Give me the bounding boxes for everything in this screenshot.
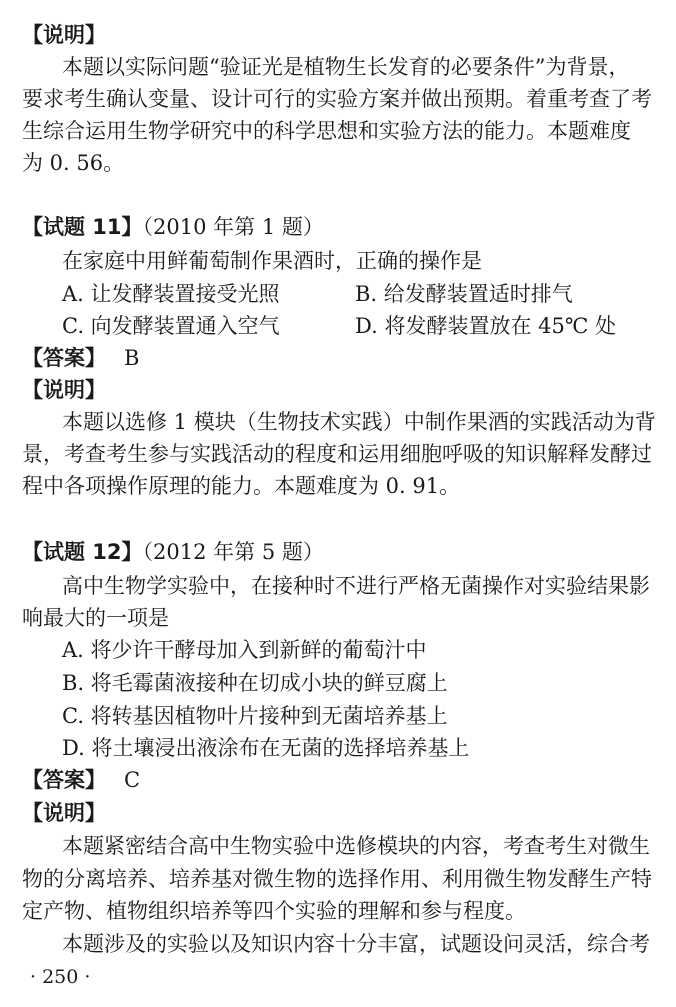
question-11-header <box>22 212 324 242</box>
question-stem: 响最大的一项是 <box>22 606 169 630</box>
paragraph-line: 本题以选修 1 模块（生物技术实践）中制作果酒的实践活动为背 <box>62 410 656 434</box>
answer-row <box>22 765 140 795</box>
option-c: C. 将转基因植物叶片接种到无菌培养基上 <box>62 704 448 728</box>
explanation-heading: 【说明】 <box>22 801 106 825</box>
option-c: C. 向发酵装置通入空气 <box>62 314 280 338</box>
paragraph-line: 景，考查考生参与实践活动的程度和运用细胞呼吸的知识解释发酵过 <box>22 442 652 466</box>
answer-label: 【答案】 <box>22 346 106 370</box>
question-label: 【试题 11】 <box>22 215 143 239</box>
paragraph-line: 生综合运用生物学研究中的科学思想和实验方法的能力。本题难度 <box>22 119 631 143</box>
answer-label: 【答案】 <box>22 768 106 792</box>
option-b: B. 将毛霉菌液接种在切成小块的鲜豆腐上 <box>62 671 448 695</box>
option-a: A. 将少许干酵母加入到新鲜的葡萄汁中 <box>62 638 427 662</box>
option-b: B. 给发酵装置适时排气 <box>355 282 573 306</box>
paragraph-line: 定产物、植物组织培养等四个实验的理解和参与程度。 <box>22 899 526 923</box>
question-stem: 高中生物学实验中，在接种时不进行严格无菌操作对实验结果影 <box>62 574 650 598</box>
paragraph-line: 本题以实际问题“验证光是植物生长发育的必要条件”为背景， <box>62 55 630 79</box>
explanation-heading: 【说明】 <box>22 378 106 402</box>
option-d: D. 将发酵装置放在 45℃ 处 <box>355 314 617 338</box>
paragraph-line: 要求考生确认变量、设计可行的实验方案并做出预期。着重考查了考 <box>22 87 652 111</box>
question-12-header <box>22 537 324 567</box>
answer-row <box>22 343 139 373</box>
paragraph-line: 物的分离培养、培养基对微生物的选择作用、利用微生物发酵生产特 <box>22 867 652 891</box>
option-a: A. 让发酵装置接受光照 <box>62 282 280 306</box>
question-source: （2012 年第 5 题） <box>142 540 324 564</box>
question-source: （2010 年第 1 题） <box>142 215 324 239</box>
answer-value: B <box>124 346 140 370</box>
option-d: D. 将土壤浸出液涂布在无菌的选择培养基上 <box>62 736 470 760</box>
explanation-heading: 【说明】 <box>22 23 106 47</box>
answer-value: C <box>124 768 141 792</box>
paragraph-line: 程中各项操作原理的能力。本题难度为 0. 91。 <box>22 474 461 498</box>
page-number: · 250 · <box>30 966 91 988</box>
paragraph-line: 本题紧密结合高中生物实验中选修模块的内容，考查考生对微生 <box>62 834 650 858</box>
question-stem: 在家庭中用鲜葡萄制作果酒时，正确的操作是 <box>62 249 482 273</box>
paragraph-line: 为 0. 56。 <box>22 151 125 175</box>
paragraph-line: 本题涉及的实验以及知识内容十分丰富，试题设问灵活，综合考 <box>62 932 650 956</box>
question-label: 【试题 12】 <box>22 540 143 564</box>
